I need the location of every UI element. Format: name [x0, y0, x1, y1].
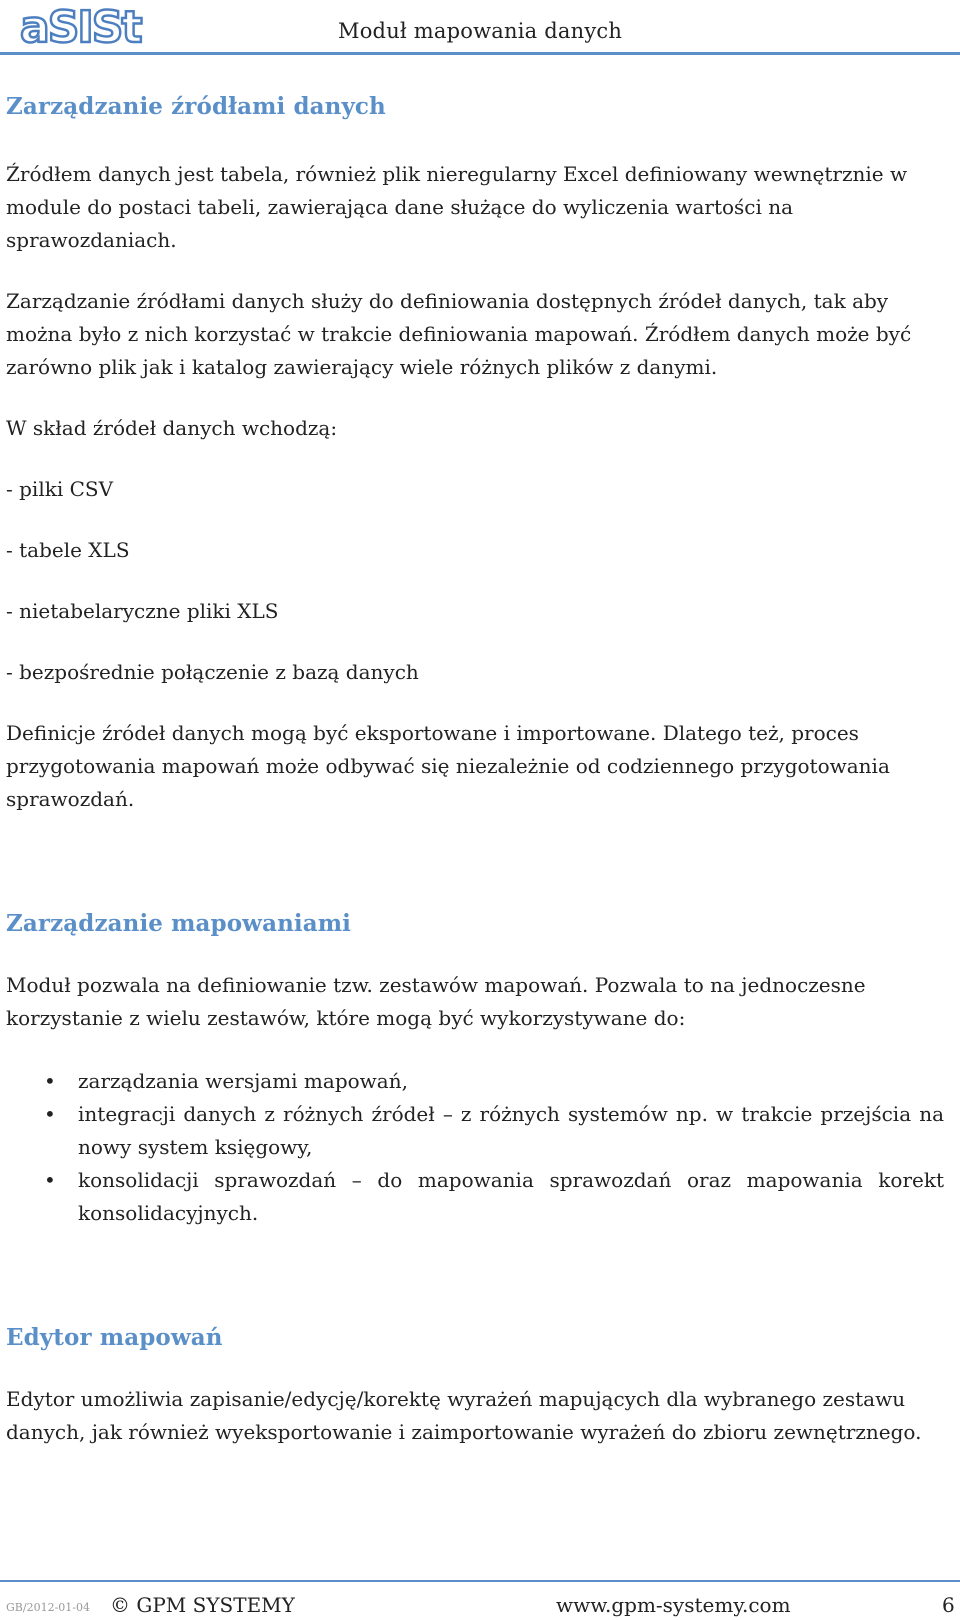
paragraph: W skład źródeł danych wchodzą: [6, 416, 338, 440]
list-item: • konsolidacji sprawozdań – do mapowania sprawozdań oraz mapowania korekt konsolidacyjnych. [6, 1164, 944, 1230]
list-item: • zarządzania wersjami mapowań, [6, 1065, 944, 1098]
list-item: - pilki CSV [6, 477, 114, 501]
section-mappings [6, 910, 944, 1230]
paragraph: Źródłem danych jest tabela, również plik nieregularny Excel definiowany wewnętrznie w module do postaci tabeli, zawierająca dane służące do wyliczenia wartości na sprawozdaniach. [6, 162, 908, 252]
asist-logo [18, 2, 154, 50]
page-footer [0, 1580, 960, 1620]
section-title: Zarządzanie mapowaniami [6, 910, 352, 937]
paragraph: Moduł pozwala na definiowanie tzw. zestawów mapowań. Pozwala to na jednoczesne korzystanie z wielu zestawów, które mogą być wykorzystywane do: [6, 973, 866, 1030]
paragraph: Zarządzanie źródłami danych służy do definiowania dostępnych źródeł danych, tak aby można było z nich korzystać w trakcie definiowania mapowań. Źródłem danych może być zarówno plik jak i katalog zawierający wiele różnych plików z danymi. [6, 289, 912, 379]
svg-text:aSISt: aSISt [20, 2, 141, 50]
bullet-icon: • [44, 1168, 56, 1192]
paragraph: Definicje źródeł danych mogą być eksportowane i importowane. Dlatego też, proces przygotowania mapowań może odbywać się niezależnie od codziennego przygotowania sprawozdań. [6, 721, 890, 811]
document-body [6, 90, 944, 1449]
footer-divider [0, 1580, 960, 1582]
document-code: GB/2012-01-04 [6, 1601, 90, 1614]
header-divider [0, 52, 960, 55]
company-name: © GPM SYSTEMY [110, 1593, 295, 1617]
section-title: Zarządzanie źródłami danych [6, 93, 386, 120]
page-number: 6 [942, 1593, 955, 1617]
bullet-icon: • [44, 1102, 56, 1126]
bullet-icon: • [44, 1069, 56, 1093]
section-data-sources [6, 93, 944, 816]
website-link[interactable]: www.gpm-systemy.com [556, 1593, 791, 1617]
list-item: - nietabelaryczne pliki XLS [6, 599, 279, 623]
page-header [0, 0, 960, 60]
section-title: Edytor mapowań [6, 1324, 223, 1351]
list-item: - tabele XLS [6, 538, 130, 562]
list-item: - bezpośrednie połączenie z bazą danych [6, 660, 419, 684]
bullet-list [6, 1065, 944, 1230]
paragraph: Edytor umożliwia zapisanie/edycję/korektę wyrażeń mapujących dla wybranego zestawu danych, jak również wyeksportowanie i zaimportowanie wyrażeń do zbioru zewnętrznego. [6, 1387, 922, 1444]
section-editor [6, 1324, 944, 1449]
list-item: • integracji danych z różnych źródeł – z różnych systemów np. w trakcie przejścia na nowy system księgowy, [6, 1098, 944, 1164]
header-title: Moduł mapowania danych [338, 19, 623, 43]
